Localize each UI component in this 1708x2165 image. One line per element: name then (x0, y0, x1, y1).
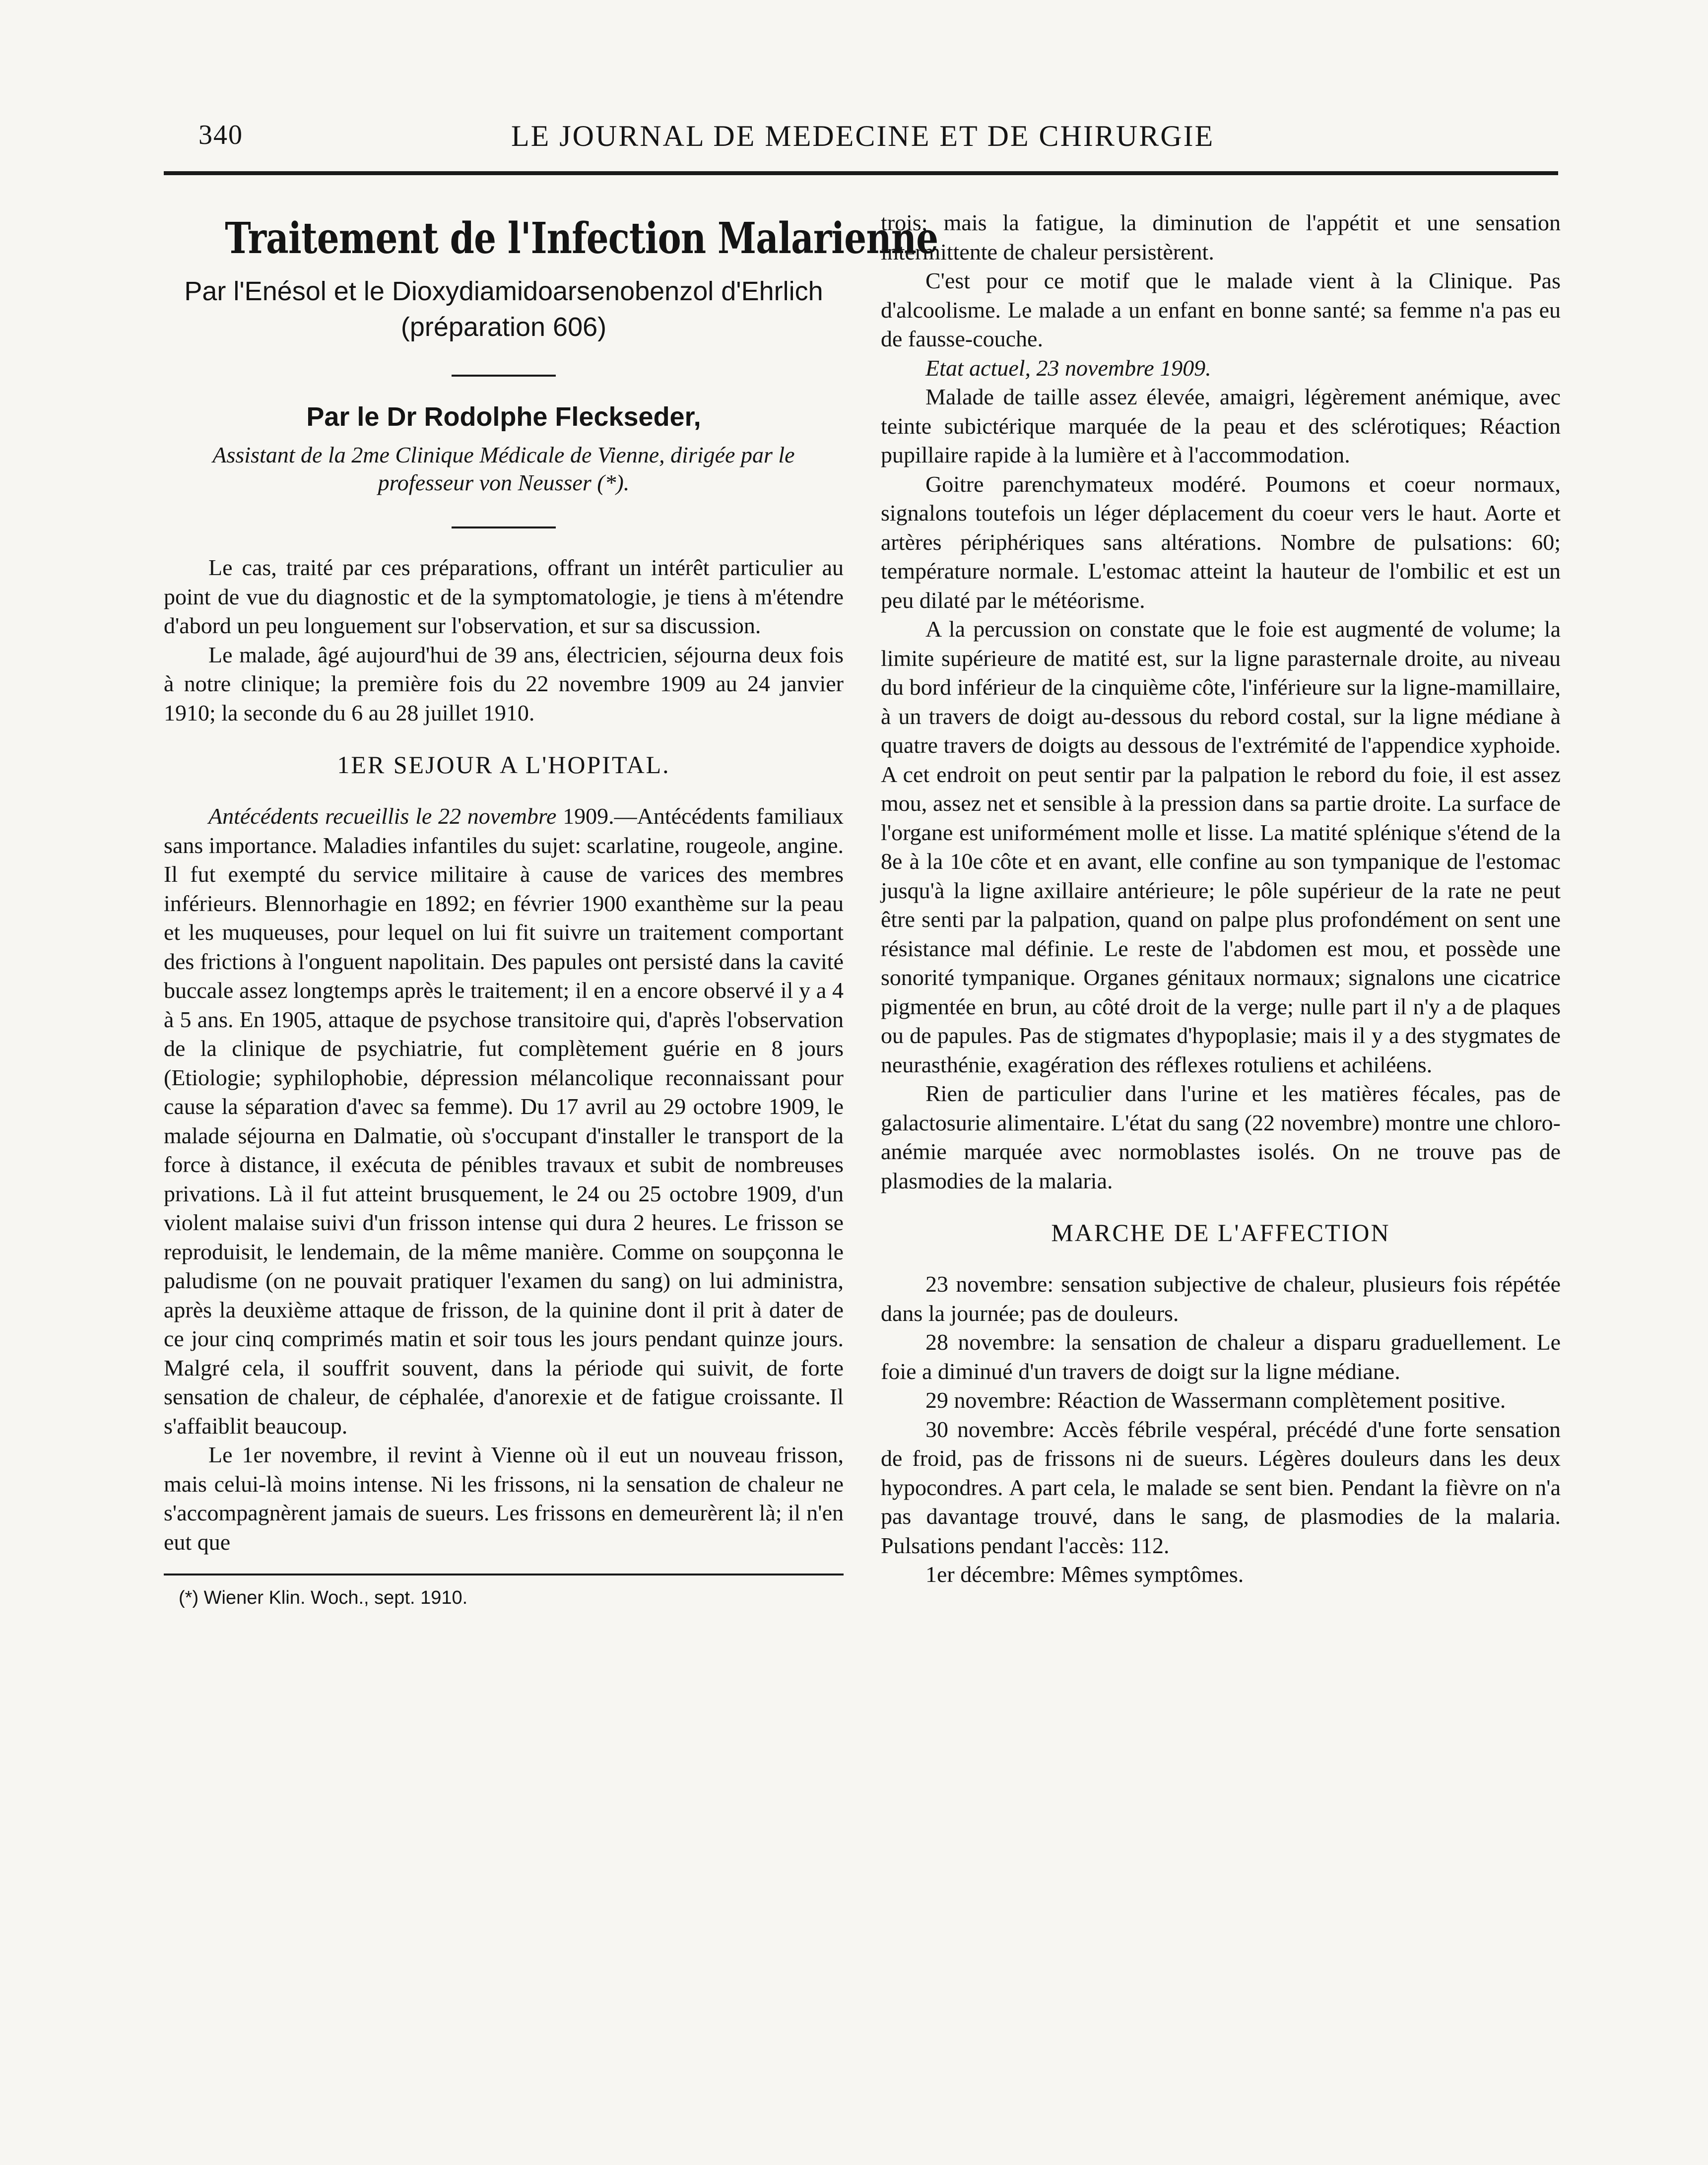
article-subtitle: Par l'Enésol et le Dioxydiamidoarsenobenzol d'Ehrlich (préparation 606) (184, 276, 823, 342)
paragraph: 30 novembre: Accès fébrile vespéral, précédé d'une forte sensation de froid, pas de frissons ni de sueurs. Légères douleurs dans les deux hypocondres. A part cela, le malade se sent bien. Pendant la fièvre on n'a pas davantage trouvé, dans le sang, de plasmodies de la malaria. Pulsations pendant l'accès: 112. (881, 1416, 1561, 1558)
paragraph: Le malade, âgé aujourd'hui de 39 ans, électricien, séjourna deux fois à notre clinique; la première fois du 22 novembre 1909 au 24 janvier 1910; la seconde du 6 au 28 juillet 1910. (164, 642, 844, 725)
paragraph (164, 802, 844, 1441)
paragraph: C'est pour ce motif que le malade vient à la Clinique. Pas d'alcoolisme. Le malade a un enfant en bonne santé; sa femme n'a pas eu de fausse-couche. (881, 268, 1561, 351)
title-divider (452, 375, 556, 377)
paragraph: 23 novembre: sensation subjective de chaleur, plusieurs fois répétée dans la journée; pas de douleurs. (881, 1271, 1561, 1326)
footnote-rule (164, 1574, 844, 1575)
left-body-text (164, 553, 844, 1557)
right-column (881, 208, 1561, 1995)
paragraph: Goitre parenchymateux modéré. Poumons et coeur normaux, signalons toutefois un léger déplacement du coeur vers le haut. Aorte et artères périphériques sans altérations. Nombre de pulsations: 60; température normale. L'estomac atteint la hauteur de l'ombilic et est un peu dilaté par le météorisme. (881, 471, 1561, 613)
running-head (0, 109, 1708, 164)
paragraph: Le cas, traité par ces préparations, offrant un intérêt particulier au point de vue du diagnostic et de la symptomatologie, je tiens à m'étendre d'abord un peu longuement sur l'observation, et sur sa discussion. (164, 555, 844, 638)
section-heading-disease-course: MARCHE DE L'AFFECTION (1051, 1219, 1390, 1247)
paragraph (881, 354, 1561, 383)
paragraph-italic: Etat actuel, 23 novembre 1909. (925, 355, 1211, 381)
author-affiliation: Assistant de la 2me Clinique Médicale de Vienne, dirigée par le professeur von Neusser (*). (212, 442, 795, 495)
author-divider (452, 526, 556, 528)
paragraph: 29 novembre: Réaction de Wassermann complètement positive. (925, 1387, 1506, 1413)
paragraph: Malade de taille assez élevée, amaigri, légèrement anémique, avec teinte subictérique marquée de la peau et des sclérotiques; Réaction pupillaire rapide à la lumière et à l'accommodation. (881, 384, 1561, 467)
page-number: 340 (198, 120, 243, 150)
footnote: (*) Wiener Klin. Woch., sept. 1910. (179, 1587, 468, 1608)
paragraph: Rien de particulier dans l'urine et les matières fécales, pas de galactosurie alimentaire. L'état du sang (22 novembre) montre une chloro-anémie marquée avec normoblastes isolés. On ne trouve pas de plasmodies de la malaria. (881, 1081, 1561, 1193)
right-body-text (881, 208, 1561, 1589)
paragraph: 28 novembre: la sensation de chaleur a disparu graduellement. Le foie a diminué d'un travers de doigt sur la ligne médiane. (881, 1329, 1561, 1384)
article-title: Traitement de l'Infection Malarienne (225, 213, 938, 263)
paragraph: trois; mais la fatigue, la diminution de l'appétit et une sensation intermittente de chaleur persistèrent. (881, 210, 1561, 264)
paragraph-text: 1909.—Antécédents familiaux sans importance. Maladies infantiles du sujet: scarlatine, rougeole, angine. Il fut exempté du service militaire à cause de varices des membres inférieurs. Blennorhagie en 1892; en février 1900 exanthème sur la peau et les muqueuses, pour lequel on lui fit suivre un traitement comportant des frictions à l'onguent napolitain. Des papules ont persisté dans la cavité buccale assez longtemps après le traitement; il en a encore observé il y a 4 à 5 ans. En 1905, attaque de psychose transitoire qui, d'après l'observation de la clinique de psychiatrie, fut complètement guérie en 8 jours (Etiologie; syphilophobie, dépression mélancolique reconnaissant pour cause la séparation d'avec sa femme). Du 17 avril au 29 octobre 1909, le malade séjourna en Dalmatie, où s'occupant d'installer le transport de la force à distance, il exécuta de pénibles travaux et subit de nombreuses privations. Là il fut atteint brusquement, le 24 ou 25 octobre 1909, d'un violent malaise suivi d'un frisson intense qui dura 2 heures. Le frisson se reproduisit, le lendemain, de la même manière. Comme on soupçonna le paludisme (on ne pouvait pratiquer l'examen du sang) on lui administra, après la deuxième attaque de frisson, de la quinine dont il prit à dater de ce jour cinq comprimés matin et soir tous les jours pendant quinze jours. Malgré cela, il souffrit souvent, dans la période qui suivit, de forte sensation de chaleur, de céphalée, d'anorexie et de fatigue croissante. Il s'affaiblit beaucoup. (164, 803, 844, 1439)
author-line: Par le Dr Rodolphe Fleckseder, (306, 402, 701, 432)
paragraph: 1er décembre: Mêmes symptômes. (925, 1562, 1244, 1587)
section-heading-first-stay: 1ER SEJOUR A L'HOPITAL. (337, 751, 670, 779)
journal-title: LE JOURNAL DE MEDECINE ET DE CHIRURGIE (511, 120, 1215, 152)
paragraph: Le 1er novembre, il revint à Vienne où il eut un nouveau frisson, mais celui-là moins intense. Ni les frissons, ni la sensation de chaleur ne s'accompagnèrent jamais de sueurs. Les frissons en demeurèrent là; il n'en eut que (164, 1442, 844, 1555)
left-column (164, 208, 938, 1995)
header-rule (164, 171, 1558, 175)
paragraph-italic-lead: Antécédents recueillis le 22 novembre (208, 803, 557, 829)
paragraph: A la percussion on constate que le foie est augmenté de volume; la limite supérieure de matité est, sur la ligne parasternale droite, au niveau du bord inférieur de la cinquième côte, l'inférieure sur la ligne-mamillaire, à un travers de doigt au-dessous du rebord costal, sur la ligne médiane à quatre travers de doigts au dessous de l'extrémité de l'appendice xyphoide. A cet endroit on peut sentir par la palpation le rebord du foie, il est assez mou, assez net et sensible à la pression dans sa partie droite. La surface de l'organe est uniformément molle et lisse. La matité splénique s'étend de la 8e à la 10e côte et en avant, elle confine au son tympanique de l'estomac jusqu'à la ligne axillaire antérieure; le pôle supérieur de la rate ne peut être senti par la palpation, quand on palpe plus profondément on sent une résistance mal définie. Le reste de l'abdomen est mou, et possède une sonorité tympanique. Organes génitaux normaux; signalons une cicatrice pigmentée en brun, au côté droit de la verge; nulle part il n'y a de plaques ou de papules. Pas de stigmates d'hypoplasie; mais il y a des stygmates de neurasthénie, exagération des réflexes rotuliens et achiléens. (881, 616, 1561, 1077)
